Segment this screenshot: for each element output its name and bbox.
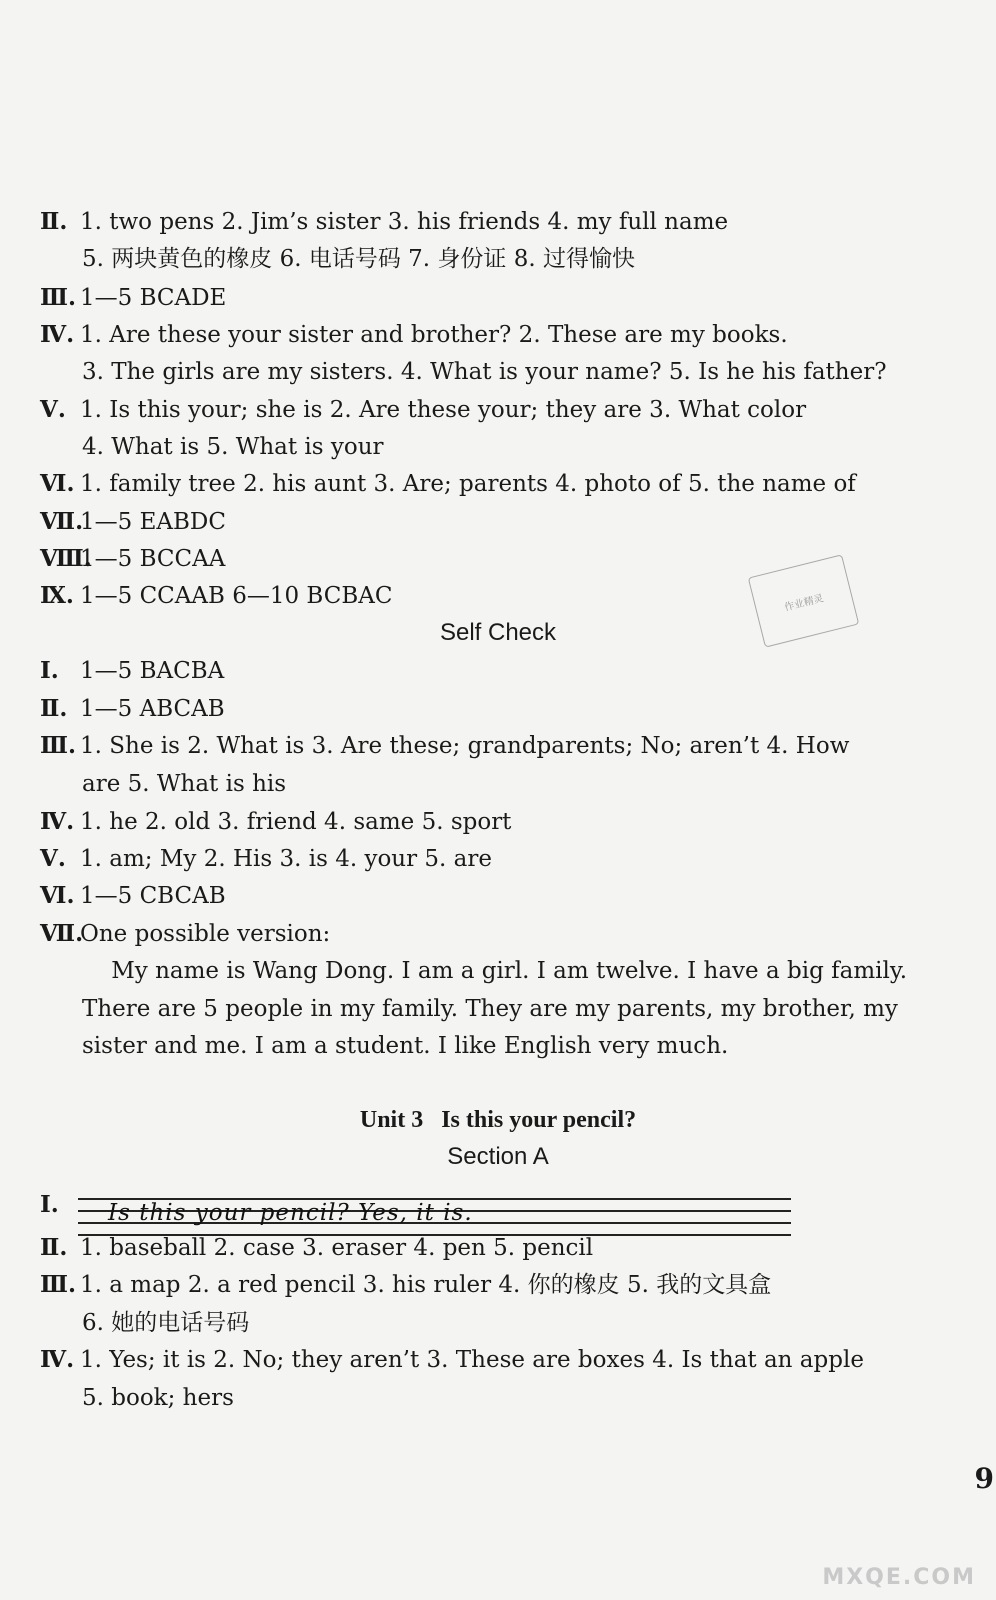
answer-text: 1—5 BCADE (80, 285, 227, 311)
answer-text: 1—5 BACBA (80, 658, 225, 684)
essay-line (82, 994, 956, 1024)
essay-text: My name is Wang Dong. I am a girl. I am twelve. I have a big family. (82, 958, 908, 984)
answer-text: 1—5 CCAAB 6—10 BCBAC (80, 583, 393, 609)
item-number: Ⅳ. (40, 321, 75, 348)
item-number: Ⅰ. (40, 1191, 59, 1218)
answer-text: 5. book; hers (82, 1385, 234, 1411)
answer-line (40, 1345, 956, 1375)
answer-text: 4. What is 5. What is your (82, 434, 384, 460)
answer-text: 1. two pens 2. Jim’s sister 3. his friends 4. my full name (80, 209, 729, 235)
section-heading: Self Check (439, 619, 557, 646)
essay-text: sister and me. I am a student. I like English very much. (82, 1033, 729, 1059)
answer-text: 1. She is 2. What is 3. Are these; grandparents; No; aren’t 4. How (80, 733, 850, 759)
essay-line (82, 1031, 956, 1061)
item-number: Ⅳ. (40, 808, 75, 835)
answer-line (82, 432, 956, 462)
item-number: Ⅲ. (40, 732, 77, 759)
answer-line (82, 1383, 956, 1413)
answer-text: 6. 她的电话号码 (82, 1310, 250, 1336)
answer-line (82, 244, 956, 274)
answer-line (40, 881, 956, 911)
answer-line (40, 207, 956, 237)
item-number: Ⅷ. (40, 545, 92, 572)
answer-line (40, 283, 956, 313)
essay-line (82, 956, 956, 986)
answer-line (40, 395, 956, 425)
answer-text: 1—5 EABDC (80, 509, 226, 535)
item-number: Ⅰ. (40, 657, 59, 684)
item-number: Ⅲ. (40, 284, 77, 311)
answer-text: 5. 两块黄色的橡皮 6. 电话号码 7. 身份证 8. 过得愉快 (82, 246, 635, 272)
answer-line (40, 844, 956, 874)
essay-text: There are 5 people in my family. They are my parents, my brother, my (82, 996, 898, 1022)
answer-line (40, 731, 956, 761)
answer-line (40, 469, 956, 499)
item-number: Ⅵ. (40, 882, 75, 909)
item-number: Ⅱ. (40, 208, 68, 235)
item-number: Ⅱ. (40, 695, 68, 722)
answer-text: are 5. What is his (82, 771, 287, 797)
item-number: Ⅶ. (40, 920, 84, 947)
answer-text: 1. Are these your sister and brother? 2. These are my books. (80, 322, 788, 348)
answer-text: 1. baseball 2. case 3. eraser 4. pen 5. pencil (80, 1235, 594, 1261)
page-number: 9 (974, 1462, 994, 1495)
item-number: Ⅸ. (40, 582, 74, 609)
answer-line (82, 769, 956, 799)
section-heading: Section A (447, 1143, 549, 1170)
answer-text: 1. Yes; it is 2. No; they aren’t 3. These are boxes 4. Is that an apple (80, 1347, 864, 1373)
answer-line (82, 357, 956, 387)
item-number: Ⅶ. (40, 508, 84, 535)
answer-line (40, 694, 956, 724)
item-number: Ⅴ. (40, 396, 66, 423)
stamp-image: 作业精灵 (748, 554, 860, 647)
answer-text: 1. am; My 2. His 3. is 4. your 5. are (80, 846, 492, 872)
answer-text: 1—5 BCCAA (80, 546, 226, 572)
answer-line (40, 919, 956, 949)
watermark: MXQE.COM (822, 1565, 976, 1590)
answer-text: 1—5 CBCAB (80, 883, 226, 909)
answer-line (40, 1270, 956, 1300)
answer-text: One possible version: (80, 921, 331, 947)
answer-text: 1. a map 2. a red pencil 3. his ruler 4. 你的橡皮 5. 我的文具盒 (80, 1272, 772, 1298)
item-number: Ⅴ. (40, 845, 66, 872)
item-number: Ⅳ. (40, 1346, 75, 1373)
item-number: Ⅲ. (40, 1271, 77, 1298)
answer-text: 1. Is this your; she is 2. Are these your; they are 3. What color (80, 397, 807, 423)
answer-text: 1—5 ABCAB (80, 696, 225, 722)
answer-text: 1. he 2. old 3. friend 4. same 5. sport (80, 809, 512, 835)
answer-text: 3. The girls are my sisters. 4. What is your name? 5. Is he his father? (82, 359, 887, 385)
answer-line (40, 1233, 956, 1263)
answer-line (40, 807, 956, 837)
answer-text: 1. family tree 2. his aunt 3. Are; parents 4. photo of 5. the name of (80, 471, 856, 497)
item-number: Ⅵ. (40, 470, 75, 497)
answer-line (40, 656, 956, 686)
answer-line (40, 320, 956, 350)
answer-line (82, 1308, 956, 1338)
item-number: Ⅱ. (40, 1234, 68, 1261)
handwriting-text: Is this your pencil? Yes, it is. (108, 1200, 473, 1226)
answer-line (40, 507, 956, 537)
handwriting-lines (78, 1198, 791, 1238)
unit-title: Unit 3 Is this your pencil? (359, 1107, 637, 1133)
